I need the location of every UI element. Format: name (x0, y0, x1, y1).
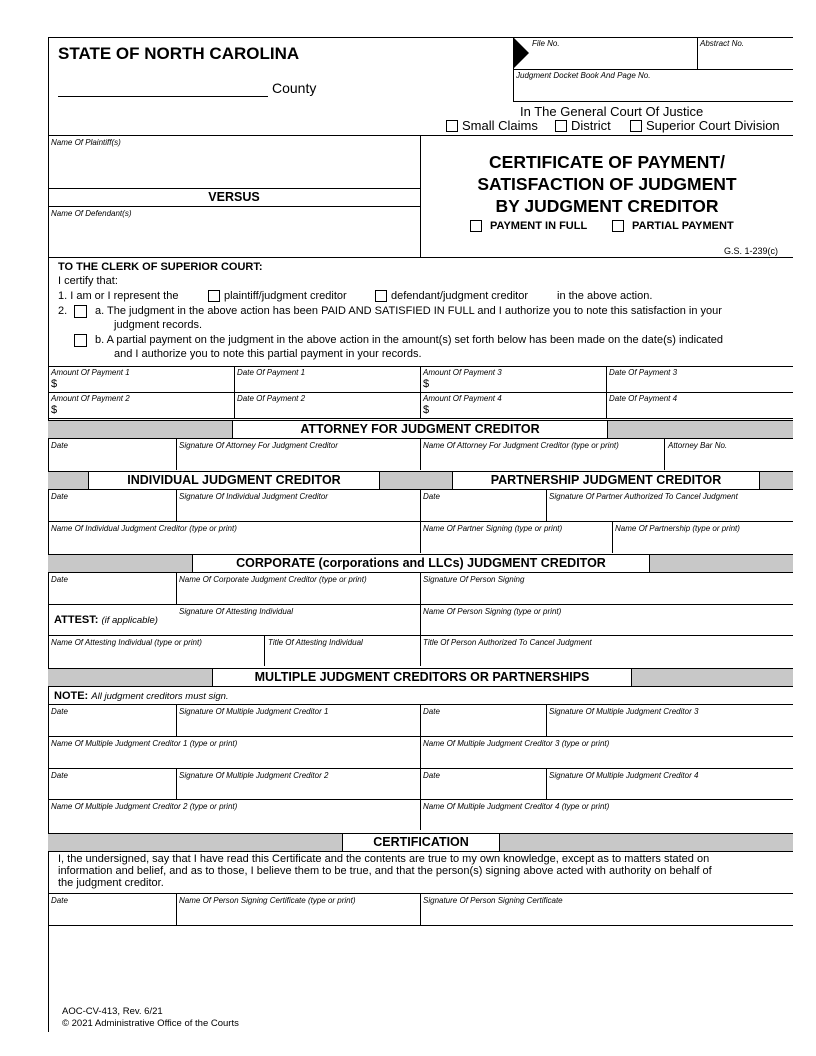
defendant-creditor-checkbox[interactable] (375, 290, 387, 302)
partner-name-label: Name Of Partner Signing (type or print) (423, 524, 563, 533)
corporate-section-title: CORPORATE (corporations and LLCs) JUDGMENT CREDITOR (192, 555, 650, 572)
attest-bold: ATTEST: (54, 614, 99, 626)
multiple-name3-label: Name Of Multiple Judgment Creditor 3 (type or print) (423, 739, 610, 748)
multiple-date3-label: Date (423, 707, 440, 716)
person-signing-signature-label: Signature Of Person Signing (423, 575, 525, 584)
certification-text (58, 853, 712, 889)
partner-signature-label: Signature Of Partner Authorized To Cancel Judgment (549, 492, 738, 501)
amount1-field[interactable] (60, 378, 230, 391)
docket-label: Judgment Docket Book And Page No. (516, 71, 651, 80)
defendant-label: Name Of Defendant(s) (51, 209, 132, 218)
corporate-date-field[interactable] (51, 586, 173, 602)
multiple-sig4-label: Signature Of Multiple Judgment Creditor 4 (549, 771, 699, 780)
item2a-line2: judgment records. (114, 319, 203, 331)
small-claims-label: Small Claims (462, 118, 538, 133)
attorney-bar-label: Attorney Bar No. (668, 441, 728, 450)
certification-date-field[interactable] (51, 907, 173, 923)
amount2-field[interactable] (60, 404, 230, 417)
corporate-date-label: Date (51, 575, 68, 584)
attorney-section-title: ATTORNEY FOR JUDGMENT CREDITOR (232, 421, 608, 438)
multiple-note-bold: NOTE: (54, 690, 89, 702)
certification-name-field[interactable] (179, 907, 417, 923)
date3-field[interactable] (609, 378, 789, 391)
multiple-date3-field[interactable] (423, 718, 543, 734)
partnership-date-label: Date (423, 492, 440, 501)
certification-line2: information and belief, and as to those, I believe them to be true, and that the person(s) signing above acted with authority on behalf of (58, 865, 712, 877)
date2-field[interactable] (237, 404, 417, 417)
attesting-title-field[interactable] (268, 649, 417, 664)
district-label: District (571, 118, 611, 133)
partnership-date-field[interactable] (423, 503, 543, 519)
item2-number: 2. (58, 305, 68, 317)
statute-label: G.S. 1-239(c) (724, 246, 779, 256)
date4-label: Date Of Payment 4 (609, 394, 678, 403)
certification-line1: I, the undersigned, say that I have read this Certificate and the contents are true to my own knowledge, except as to matters stated on (58, 853, 710, 865)
state-title: STATE OF NORTH CAROLINA (58, 44, 300, 63)
date1-field[interactable] (237, 378, 417, 391)
item1-suffix: in the above action. (557, 290, 653, 302)
multiple-name4-label: Name Of Multiple Judgment Creditor 4 (type or print) (423, 802, 610, 811)
multiple-name2-label: Name Of Multiple Judgment Creditor 2 (type or print) (51, 802, 238, 811)
partial-payment-checkbox[interactable] (612, 220, 624, 232)
individual-name-field[interactable] (51, 535, 417, 551)
person-signing-name-label: Name Of Person Signing (type or print) (423, 607, 562, 616)
multiple-name1-label: Name Of Multiple Judgment Creditor 1 (type or print) (51, 739, 238, 748)
attest-note: (if applicable) (101, 615, 158, 626)
attorney-date-label: Date (51, 441, 68, 450)
item2b-line2: and I authorize you to note this partial payment in your records. (114, 348, 422, 360)
district-checkbox[interactable] (555, 120, 567, 132)
item1-prefix: 1. I am or I represent the (58, 290, 179, 302)
date4-field[interactable] (609, 404, 789, 417)
multiple-name1-field[interactable] (51, 750, 417, 766)
superior-court-label: Superior Court Division (646, 118, 780, 133)
multiple-sig3-label: Signature Of Multiple Judgment Creditor 3 (549, 707, 699, 716)
person-signing-name-field[interactable] (423, 618, 790, 633)
multiple-sig2-label: Signature Of Multiple Judgment Creditor 2 (179, 771, 329, 780)
item2a-line1: a. The judgment in the above action has been PAID AND SATISFIED IN FULL and I authorize you to note this satisfaction in your (95, 305, 722, 317)
attesting-title-label: Title Of Attesting Individual (268, 638, 363, 647)
payment-in-full-label: PAYMENT IN FULL (490, 220, 588, 232)
multiple-name2-field[interactable] (51, 813, 417, 828)
attorney-signature-label: Signature Of Attorney For Judgment Creditor (179, 441, 338, 450)
amount2-dollar: $ (51, 404, 58, 416)
plaintiff-creditor-checkbox[interactable] (208, 290, 220, 302)
multiple-sig2-field[interactable] (179, 782, 417, 797)
superior-court-checkbox[interactable] (630, 120, 642, 132)
attesting-name-field[interactable] (51, 649, 261, 664)
individual-date-label: Date (51, 492, 68, 501)
multiple-name3-field[interactable] (423, 750, 790, 766)
file-no-label: File No. (532, 39, 560, 48)
form-title-line1: CERTIFICATE OF PAYMENT/ (489, 152, 725, 172)
amount1-label: Amount Of Payment 1 (51, 368, 130, 377)
person-title-field[interactable] (423, 649, 790, 664)
amount1-dollar: $ (51, 378, 58, 390)
multiple-date2-field[interactable] (51, 782, 173, 797)
item2b-line1: b. A partial payment on the judgment in the above action in the amount(s) set forth below has been made on the date(s) indicated (95, 334, 724, 346)
multiple-sig1-label: Signature Of Multiple Judgment Creditor 1 (179, 707, 329, 716)
top-border (48, 37, 513, 38)
certification-section-title: CERTIFICATION (342, 834, 500, 851)
individual-signature-label: Signature Of Individual Judgment Creditor (179, 492, 328, 501)
form-title-line2: SATISFACTION OF JUDGMENT (477, 174, 737, 194)
multiple-date4-field[interactable] (423, 782, 543, 797)
multiple-date4-label: Date (423, 771, 440, 780)
attest-label (54, 614, 158, 626)
form-number: AOC-CV-413, Rev. 6/21 (62, 1006, 163, 1017)
amount4-label: Amount Of Payment 4 (423, 394, 502, 403)
certification-name-label: Name Of Person Signing Certificate (type or print) (179, 896, 356, 905)
partner-name-field[interactable] (423, 535, 609, 551)
form-title (421, 151, 793, 217)
small-claims-checkbox[interactable] (446, 120, 458, 132)
copyright: © 2021 Administrative Office of the Courts (62, 1018, 239, 1029)
partnership-name-field[interactable] (615, 535, 790, 551)
attorney-signature-field[interactable] (179, 452, 417, 468)
multiple-sig3-field[interactable] (549, 718, 790, 734)
certification-signature-label: Signature Of Person Signing Certificate (423, 896, 563, 905)
abstract-no-label: Abstract No. (700, 39, 745, 48)
attorney-date-field[interactable] (51, 452, 173, 468)
attorney-name-field[interactable] (423, 452, 661, 468)
defendant-field[interactable] (51, 221, 417, 255)
multiple-date2-label: Date (51, 771, 68, 780)
multiple-note (54, 690, 229, 702)
certify-text: I certify that: (58, 275, 118, 287)
clerk-heading: TO THE CLERK OF SUPERIOR COURT: (58, 261, 263, 273)
multiple-name4-field[interactable] (423, 813, 790, 828)
multiple-date1-field[interactable] (51, 718, 173, 734)
county-label: County (272, 80, 317, 96)
defendant-creditor-label: defendant/judgment creditor (391, 290, 528, 302)
payment-in-full-checkbox[interactable] (470, 220, 482, 232)
date2-label: Date Of Payment 2 (237, 394, 306, 403)
certification-line3: the judgment creditor. (58, 877, 164, 889)
amount3-dollar: $ (423, 378, 430, 390)
file-no-arrow-icon (513, 37, 529, 69)
versus-label: VERSUS (208, 190, 260, 204)
county-blank[interactable] (58, 96, 268, 97)
partial-payment-label: PARTIAL PAYMENT (632, 220, 734, 232)
amount3-label: Amount Of Payment 3 (423, 368, 502, 377)
individual-name-label: Name Of Individual Judgment Creditor (type or print) (51, 524, 237, 533)
attorney-bar-field[interactable] (668, 452, 790, 468)
abstract-no-field[interactable] (700, 50, 790, 67)
attorney-name-label: Name Of Attorney For Judgment Creditor (type or print) (423, 441, 619, 450)
multiple-section-title: MULTIPLE JUDGMENT CREDITORS OR PARTNERSHIPS (212, 669, 632, 686)
attesting-signature-field[interactable] (179, 618, 417, 633)
date3-label: Date Of Payment 3 (609, 368, 678, 377)
multiple-date1-label: Date (51, 707, 68, 716)
corporate-name-field[interactable] (179, 586, 417, 602)
partnership-section-title: PARTNERSHIP JUDGMENT CREDITOR (452, 472, 760, 489)
individual-date-field[interactable] (51, 503, 173, 519)
corporate-name-label: Name Of Corporate Judgment Creditor (type or print) (179, 575, 367, 584)
multiple-note-text: All judgment creditors must sign. (91, 691, 229, 702)
date1-label: Date Of Payment 1 (237, 368, 306, 377)
amount2-label: Amount Of Payment 2 (51, 394, 130, 403)
plaintiff-creditor-label: plaintiff/judgment creditor (224, 290, 347, 302)
multiple-sig4-field[interactable] (549, 782, 790, 797)
partner-signature-field[interactable] (549, 503, 790, 519)
person-signing-signature-field[interactable] (423, 586, 790, 602)
docket-field[interactable] (516, 82, 790, 99)
amount4-field[interactable] (432, 404, 602, 417)
form-title-line3: BY JUDGMENT CREDITOR (495, 196, 719, 216)
attesting-name-label: Name Of Attesting Individual (type or print) (51, 638, 202, 647)
plaintiff-field[interactable] (51, 150, 417, 186)
attesting-signature-label: Signature Of Attesting Individual (179, 607, 293, 616)
plaintiff-label: Name Of Plaintiff(s) (51, 138, 121, 147)
individual-section-title: INDIVIDUAL JUDGMENT CREDITOR (88, 472, 380, 489)
file-no-field[interactable] (530, 50, 692, 67)
partial-payment-item-checkbox[interactable] (74, 334, 87, 347)
multiple-sig1-field[interactable] (179, 718, 417, 734)
individual-signature-field[interactable] (179, 503, 417, 519)
left-border (48, 37, 49, 1032)
court-label: In The General Court Of Justice (520, 104, 704, 119)
person-title-label: Title Of Person Authorized To Cancel Judgment (423, 638, 592, 647)
paid-in-full-checkbox[interactable] (74, 305, 87, 318)
certification-date-label: Date (51, 896, 68, 905)
certification-signature-field[interactable] (423, 907, 790, 923)
partnership-name-label: Name Of Partnership (type or print) (615, 524, 740, 533)
amount3-field[interactable] (432, 378, 602, 391)
amount4-dollar: $ (423, 404, 430, 416)
